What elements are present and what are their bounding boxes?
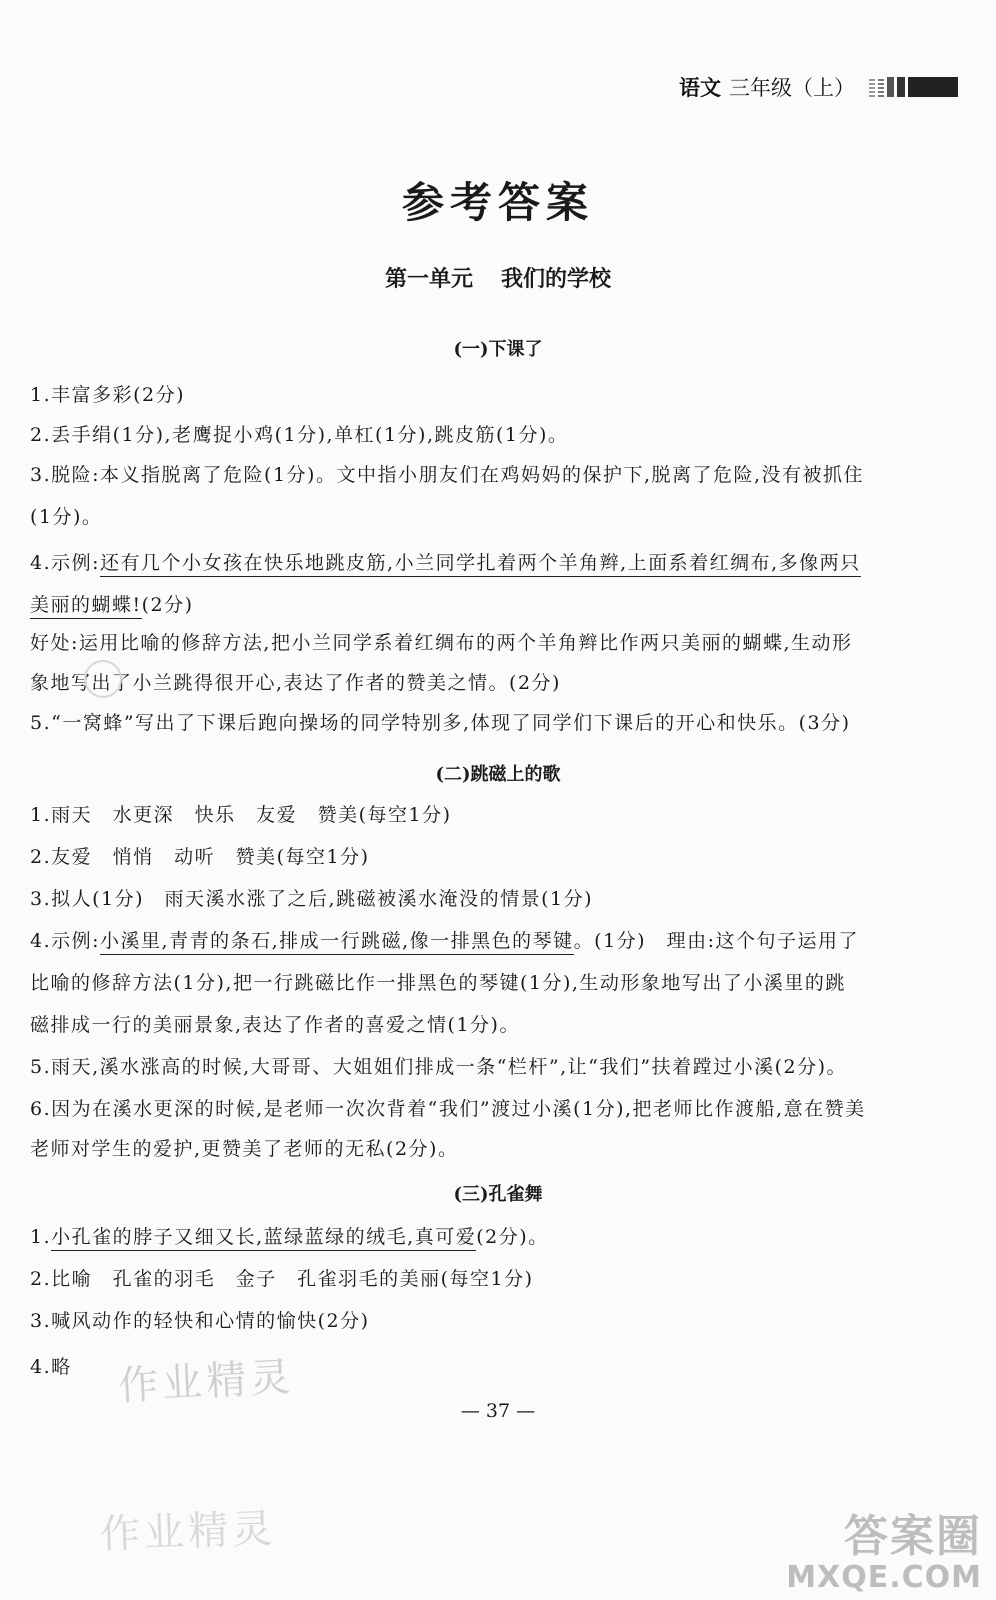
answer-line: 5.“一窝蜂”写出了下课后跑向操场的同学特别多,体现了同学们下课后的开心和快乐。(3分) — [30, 712, 851, 734]
faint-stamp — [84, 660, 122, 698]
watermark-site-top: 答案圈 — [844, 1511, 982, 1562]
answer-line: 3.拟人(1分) 雨天溪水涨了之后,跳磁被溪水淹没的情景(1分) — [30, 888, 593, 910]
section-heading-3: (三)孔雀舞 — [453, 1184, 543, 1205]
example-label: 示例: — [51, 552, 101, 574]
underlined-answer: 小孔雀的脖子又细又长,蓝绿蓝绿的绒毛,真可爱 — [51, 1226, 476, 1251]
answer-line: 磁排成一行的美丽景象,表达了作者的喜爱之情(1分)。 — [30, 1014, 520, 1036]
answer-line — [30, 548, 861, 575]
answer-line: 5.雨天,溪水涨高的时候,大哥哥、大姐姐们排成一条“栏杆”,让“我们”扶着蹚过小溪(2分)。 — [30, 1056, 848, 1078]
answer-line: 象地写出了小兰跳得很开心,表达了作者的赞美之情。(2分) — [30, 672, 561, 694]
answer-line: 3.喊风动作的轻快和心情的愉快(2分) — [30, 1310, 370, 1332]
header-tag — [679, 72, 958, 102]
header-decoration-bars — [869, 77, 958, 97]
section-heading-1: (一)下课了 — [453, 339, 543, 360]
answer-line: 2.友爱 悄悄 动听 赞美(每空1分) — [30, 846, 370, 868]
header-grade: 三年级（上） — [729, 76, 855, 100]
unit-number: 第一单元 — [384, 266, 473, 292]
answer-line: 3.脱险:本义指脱离了危险(1分)。文中指小朋友们在鸡妈妈的保护下,脱离了危险,没有被抓住 — [30, 464, 865, 486]
reason-text: 。(1分) 理由:这个句子运用了 — [573, 930, 859, 952]
answer-line: 1.丰富多彩(2分) — [30, 384, 186, 406]
unit-title — [0, 262, 996, 293]
answer-line — [30, 1222, 549, 1249]
answer-line: 2.丢手绢(1分),老鹰捉小鸡(1分),单杠(1分),跳皮筋(1分)。 — [30, 424, 569, 446]
underlined-example: 小溪里,青青的条石,排成一行跳磁,像一排黑色的琴键 — [100, 930, 574, 955]
item-number: 4. — [30, 552, 52, 574]
answer-line: 4.略 — [30, 1356, 72, 1378]
answer-line: 好处:运用比喻的修辞方法,把小兰同学系着红绸布的两个羊角辫比作两只美丽的蝴蝶,生动形 — [30, 632, 853, 654]
watermark-brand: 作业精灵 — [117, 1354, 296, 1410]
score: (2分) — [141, 594, 194, 616]
answer-line — [30, 926, 859, 953]
watermark-site — [782, 1500, 982, 1595]
answer-line: 比喻的修辞方法(1分),把一行跳磁比作一排黑色的琴键(1分),生动形象地写出了小溪里的跳 — [30, 972, 846, 994]
watermark-brand-bottom: 作业精灵 — [99, 1505, 277, 1559]
underlined-example-cont: 美丽的蝴蝶! — [30, 594, 142, 619]
answer-line: 老师对学生的爱护,更赞美了老师的无私(2分)。 — [30, 1138, 459, 1160]
underlined-example: 还有几个小女孩在快乐地跳皮筋,小兰同学扎着两个羊角辫,上面系着红绸布,多像两只 — [100, 552, 861, 577]
item-number: 1. — [30, 1226, 52, 1248]
example-label: 4.示例: — [30, 930, 101, 952]
unit-name: 我们的学校 — [501, 266, 612, 292]
answer-line: 6.因为在溪水更深的时候,是老师一次次背着“我们”渡过小溪(1分),把老师比作渡船,意在赞美 — [30, 1098, 866, 1120]
page-title: 参考答案 — [401, 178, 594, 227]
page-number: — 37 — — [460, 1400, 536, 1422]
answer-line: (1分)。 — [30, 506, 103, 528]
answer-line: 2.比喻 孔雀的羽毛 金子 孔雀羽毛的美丽(每空1分) — [30, 1268, 534, 1290]
watermark-site-bottom: MXQE.COM — [786, 1560, 982, 1595]
header-subject: 语文 — [679, 76, 721, 100]
section-heading-2: (二)跳磁上的歌 — [435, 764, 561, 785]
answer-line: 1.雨天 水更深 快乐 友爱 赞美(每空1分) — [30, 804, 452, 826]
answer-line — [30, 590, 194, 617]
score: (2分)。 — [476, 1226, 549, 1248]
